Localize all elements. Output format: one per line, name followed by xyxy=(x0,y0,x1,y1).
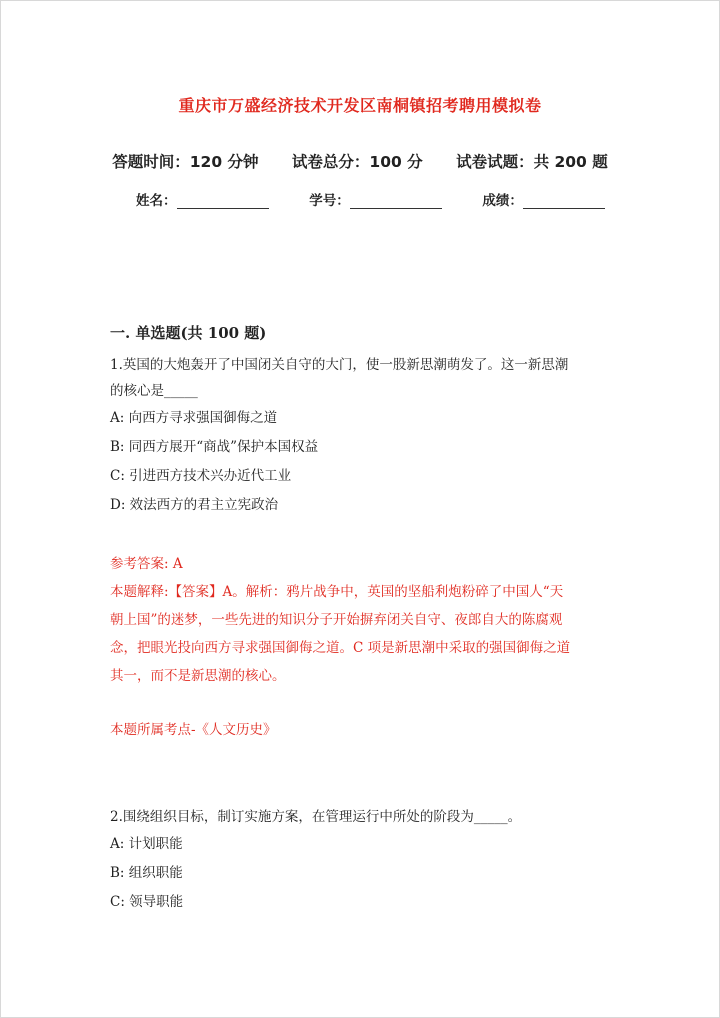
question-1 xyxy=(110,352,602,520)
student-fields xyxy=(136,189,605,209)
score-blank[interactable] xyxy=(523,194,605,209)
option-c: C: 引进西方技术兴办近代工业 xyxy=(110,468,292,484)
option-c: C: 领导职能 xyxy=(110,894,184,910)
question-2-stem: 2.围绕组织目标，制订实施方案，在管理运行中所处的阶段为_____。 xyxy=(110,809,522,825)
question-1-stem-line2: 的核心是_____ xyxy=(110,383,198,399)
id-label: 学号： xyxy=(309,193,350,209)
exam-question-count: 试卷试题：共 200 题 xyxy=(456,153,608,171)
option-a: A: 计划职能 xyxy=(110,836,183,852)
exam-total-score: 试卷总分：100 分 xyxy=(291,153,423,171)
option-a: A: 向西方寻求强国御侮之道 xyxy=(110,410,278,426)
answer-line: 参考答案: A xyxy=(110,556,183,572)
option-b: B: 组织职能 xyxy=(110,865,183,881)
score-label: 成绩： xyxy=(482,193,523,209)
name-label: 姓名： xyxy=(136,193,177,209)
exam-title: 重庆市万盛经济技术开发区南桐镇招考聘用模拟卷 xyxy=(178,96,542,115)
name-blank[interactable] xyxy=(177,194,269,209)
option-b: B: 同西方展开“商战”保护本国权益 xyxy=(110,439,319,455)
knowledge-point: 本题所属考点-《人文历史》 xyxy=(110,722,277,738)
explanation-line-1: 本题解释:【答案】A。解析：鸦片战争中，英国的坚船利炮粉碎了中国人“天 xyxy=(110,584,564,600)
question-1-stem-line1: 1.英国的大炮轰开了中国闭关自守的大门，使一股新思潮萌发了。这一新思潮 xyxy=(110,357,569,373)
exam-meta xyxy=(0,150,720,172)
exam-time: 答题时间：120 分钟 xyxy=(112,153,259,171)
option-d: D: 效法西方的君主立宪政治 xyxy=(110,497,279,513)
explanation-line-3: 念，把眼光投向西方寻求强国御侮之道。C 项是新思潮中采取的强国御侮之道 xyxy=(110,640,571,656)
question-1-answer-block xyxy=(110,550,602,690)
question-2 xyxy=(110,804,602,917)
section-heading: 一. 单选题(共 100 题) xyxy=(110,324,267,342)
id-blank[interactable] xyxy=(350,194,442,209)
explanation-line-4: 其一，而不是新思潮的核心。 xyxy=(110,668,286,684)
explanation-line-2: 朝上国”的迷梦，一些先进的知识分子开始摒弃闭关自守、夜郎自大的陈腐观 xyxy=(110,612,563,628)
